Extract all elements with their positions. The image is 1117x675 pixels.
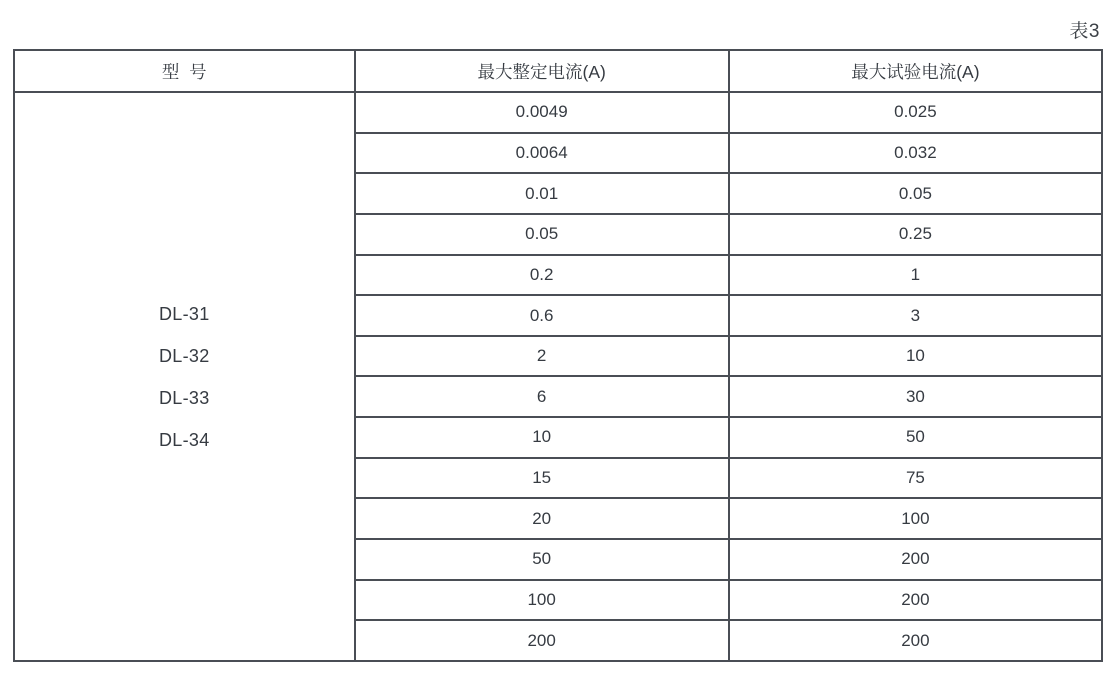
setting-current-value: 100 bbox=[355, 580, 729, 621]
setting-current-value: 10 bbox=[355, 417, 729, 458]
test-current-value: 3 bbox=[729, 295, 1102, 336]
test-current-value: 0.05 bbox=[729, 173, 1102, 214]
table-row bbox=[14, 92, 1102, 133]
model-cell bbox=[14, 92, 355, 661]
setting-current-value: 0.0049 bbox=[355, 92, 729, 133]
setting-current-value: 0.01 bbox=[355, 173, 729, 214]
table-number-label: 表3 bbox=[1069, 21, 1100, 42]
header-max-setting-current: 最大整定电流(A) bbox=[355, 50, 729, 92]
test-current-value: 50 bbox=[729, 417, 1102, 458]
model-list bbox=[15, 300, 354, 454]
test-current-value: 10 bbox=[729, 336, 1102, 377]
model-name: DL-31 bbox=[159, 303, 210, 324]
header-model: 型 号 bbox=[14, 50, 355, 92]
setting-current-value: 15 bbox=[355, 458, 729, 499]
setting-current-value: 50 bbox=[355, 539, 729, 580]
setting-current-value: 200 bbox=[355, 620, 729, 661]
test-current-value: 0.025 bbox=[729, 92, 1102, 133]
setting-current-value: 0.05 bbox=[355, 214, 729, 255]
test-current-value: 100 bbox=[729, 498, 1102, 539]
test-current-value: 75 bbox=[729, 458, 1102, 499]
test-current-value: 0.032 bbox=[729, 133, 1102, 174]
header-row bbox=[14, 50, 1102, 92]
setting-current-value: 2 bbox=[355, 336, 729, 377]
test-current-value: 0.25 bbox=[729, 214, 1102, 255]
setting-current-value: 0.0064 bbox=[355, 133, 729, 174]
setting-current-value: 6 bbox=[355, 376, 729, 417]
current-ratings-table bbox=[13, 49, 1103, 662]
test-current-value: 200 bbox=[729, 580, 1102, 621]
test-current-value: 1 bbox=[729, 255, 1102, 296]
model-name: DL-32 bbox=[159, 345, 210, 366]
test-current-value: 30 bbox=[729, 376, 1102, 417]
setting-current-value: 20 bbox=[355, 498, 729, 539]
model-name: DL-34 bbox=[159, 429, 210, 450]
test-current-value: 200 bbox=[729, 539, 1102, 580]
header-max-test-current: 最大试验电流(A) bbox=[729, 50, 1102, 92]
test-current-value: 200 bbox=[729, 620, 1102, 661]
setting-current-value: 0.2 bbox=[355, 255, 729, 296]
model-name: DL-33 bbox=[159, 387, 210, 408]
setting-current-value: 0.6 bbox=[355, 295, 729, 336]
